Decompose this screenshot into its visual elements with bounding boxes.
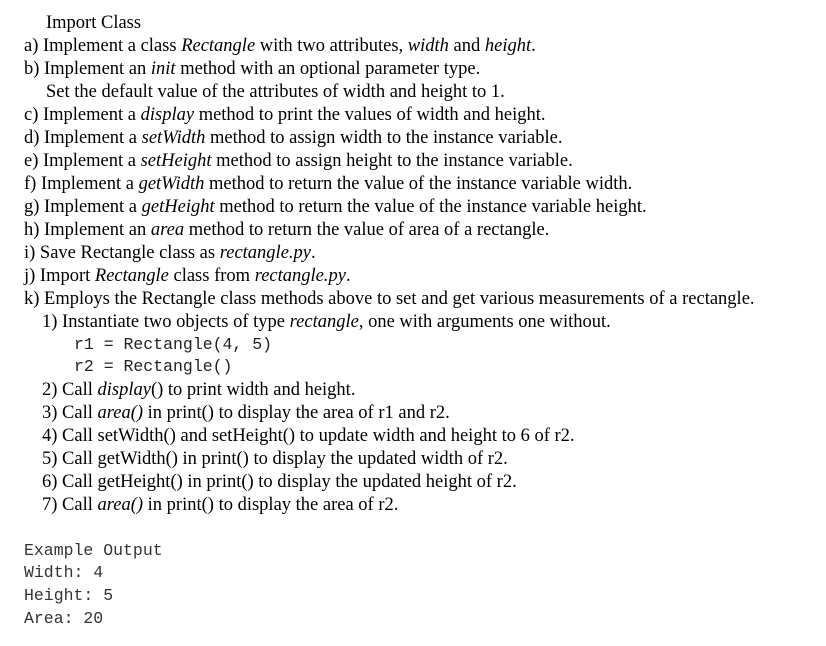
item-f: f) Implement a getWidth method to return the value of the instance variable width.	[24, 174, 633, 194]
item-d: d) Implement a setWidth method to assign width to the instance variable.	[24, 128, 563, 148]
item-k-2: 2) Call display() to print width and height.	[42, 380, 356, 400]
item-k-5: 5) Call getWidth() in print() to display the updated width of r2.	[42, 449, 508, 469]
example-output-width: Width: 4	[24, 563, 104, 582]
code-line-r1: r1 = Rectangle(4, 5)	[74, 335, 273, 354]
code-line-r2: r2 = Rectangle()	[74, 357, 233, 376]
item-k-7: 7) Call area() in print() to display the area of r2.	[42, 495, 399, 515]
item-i: i) Save Rectangle class as rectangle.py.	[24, 243, 316, 263]
item-k-3: 3) Call area() in print() to display the area of r1 and r2.	[42, 403, 450, 423]
example-output-area: Area: 20	[24, 609, 104, 628]
item-c: c) Implement a display method to print the values of width and height.	[24, 105, 546, 125]
item-a: a) Implement a class Rectangle with two attributes, width and height.	[24, 36, 536, 56]
item-k-1: 1) Instantiate two objects of type rectangle, one with arguments one without.	[42, 312, 611, 332]
document-title: Import Class	[46, 13, 142, 33]
example-output-heading: Example Output	[24, 541, 163, 560]
item-k-6: 6) Call getHeight() in print() to display the updated height of r2.	[42, 472, 517, 492]
item-k: k) Employs the Rectangle class methods above to set and get various measurements of a rectangle.	[24, 289, 755, 309]
item-b-detail: Set the default value of the attributes of width and height to 1.	[46, 82, 505, 102]
item-b: b) Implement an init method with an optional parameter type.	[24, 59, 481, 79]
item-e: e) Implement a setHeight method to assign height to the instance variable.	[24, 151, 573, 171]
item-j: j) Import Rectangle class from rectangle.py.	[24, 266, 351, 286]
example-output-height: Height: 5	[24, 586, 114, 605]
item-g: g) Implement a getHeight method to return the value of the instance variable height.	[24, 197, 647, 217]
item-h: h) Implement an area method to return the value of area of a rectangle.	[24, 220, 550, 240]
item-k-4: 4) Call setWidth() and setHeight() to update width and height to 6 of r2.	[42, 426, 575, 446]
